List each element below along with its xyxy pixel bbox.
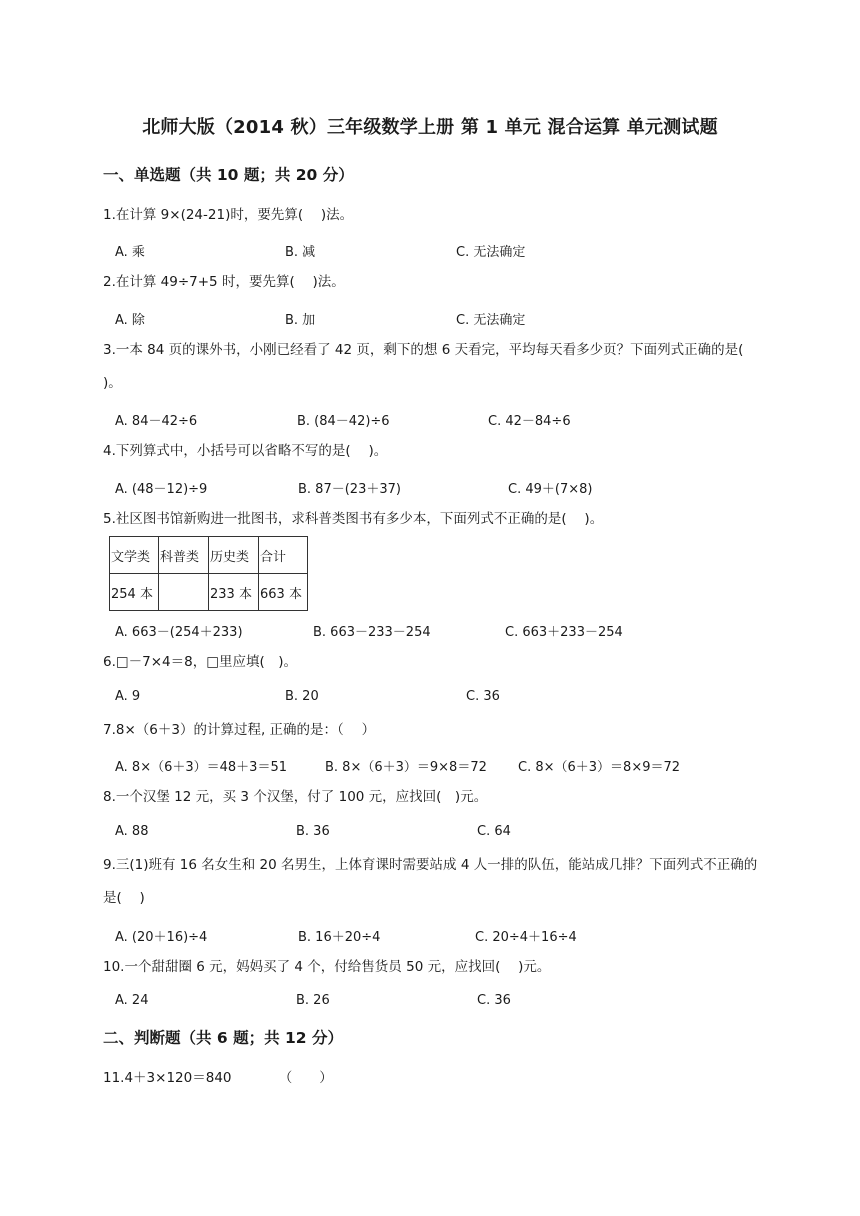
table-header-cell: 合计 bbox=[259, 537, 308, 574]
table-cell: 233 本 bbox=[209, 574, 259, 611]
question-10-option-b: B. 26 bbox=[296, 993, 330, 1008]
question-3-option-a: A. 84－42÷6 bbox=[115, 414, 198, 429]
question-8-stem: 8.一个汉堡 12 元，买 3 个汉堡，付了 100 元，应找回( )元。 bbox=[103, 789, 488, 805]
question-3-option-c: C. 42－84÷6 bbox=[488, 414, 571, 429]
question-8-option-a: A. 88 bbox=[115, 824, 149, 839]
table-cell: 254 本 bbox=[110, 574, 159, 611]
question-8-option-c: C. 64 bbox=[477, 824, 511, 839]
question-5-option-b: B. 663－233－254 bbox=[313, 625, 431, 640]
question-1-option-b: B. 减 bbox=[285, 245, 316, 260]
question-1-option-c: C. 无法确定 bbox=[456, 245, 526, 260]
question-2-option-c: C. 无法确定 bbox=[456, 313, 526, 328]
question-10-option-a: A. 24 bbox=[115, 993, 149, 1008]
library-books-table bbox=[109, 536, 308, 611]
section-heading-true-false: 二、判断题（共 6 题；共 12 分） bbox=[103, 1029, 343, 1047]
question-1-option-a: A. 乘 bbox=[115, 245, 145, 260]
question-11-stem: 11.4＋3×120＝840 （ ） bbox=[103, 1070, 333, 1086]
question-9-option-b: B. 16＋20÷4 bbox=[298, 930, 381, 945]
question-8-option-b: B. 36 bbox=[296, 824, 330, 839]
table-cell: 663 本 bbox=[259, 574, 308, 611]
table-row bbox=[110, 574, 308, 611]
question-3-stem: 3.一本 84 页的课外书，小刚已经看了 42 页，剩下的想 6 天看完，平均每天看多少页？下面列式正确的是( )。 bbox=[103, 342, 762, 391]
question-9-stem: 9.三(1)班有 16 名女生和 20 名男生，上体育课时需要站成 4 人一排的队伍，能站成几排？下面列式不正确的是( ) bbox=[103, 857, 758, 906]
table-header-cell: 文学类 bbox=[110, 537, 159, 574]
question-10-option-c: C. 36 bbox=[477, 993, 511, 1008]
question-9-option-a: A. (20＋16)÷4 bbox=[115, 930, 208, 945]
table-header-cell: 历史类 bbox=[209, 537, 259, 574]
table-header-row bbox=[110, 537, 308, 574]
question-1-stem: 1.在计算 9×(24-21)时，要先算( )法。 bbox=[103, 207, 354, 223]
question-5-option-c: C. 663＋233－254 bbox=[505, 625, 623, 640]
section-heading-single-choice: 一、单选题（共 10 题；共 20 分） bbox=[103, 166, 354, 184]
question-6-option-a: A. 9 bbox=[115, 689, 141, 704]
table-header-cell: 科普类 bbox=[159, 537, 209, 574]
table-cell bbox=[159, 574, 209, 611]
question-6-option-b: B. 20 bbox=[285, 689, 319, 704]
question-4-option-b: B. 87－(23＋37) bbox=[298, 482, 401, 497]
question-2-stem: 2.在计算 49÷7+5 时，要先算( )法。 bbox=[103, 274, 345, 290]
question-7-option-b: B. 8×（6＋3）＝9×8＝72 bbox=[325, 760, 487, 775]
question-7-stem: 7.8×（6＋3）的计算过程, 正确的是：（ ） bbox=[103, 722, 376, 738]
question-6-stem: 6.□－7×4＝8，□里应填( )。 bbox=[103, 654, 298, 670]
question-5-option-a: A. 663－(254＋233) bbox=[115, 625, 243, 640]
question-2-option-a: A. 除 bbox=[115, 313, 145, 328]
question-6-option-c: C. 36 bbox=[466, 689, 500, 704]
question-4-stem: 4.下列算式中，小括号可以省略不写的是( )。 bbox=[103, 443, 388, 459]
question-4-option-a: A. (48－12)÷9 bbox=[115, 482, 208, 497]
page-title: 北师大版（2014 秋）三年级数学上册 第 1 单元 混合运算 单元测试题 bbox=[142, 117, 718, 138]
question-10-stem: 10.一个甜甜圈 6 元，妈妈买了 4 个，付给售货员 50 元，应找回( )元。 bbox=[103, 959, 551, 975]
question-4-option-c: C. 49＋(7×8) bbox=[508, 482, 593, 497]
question-7-option-a: A. 8×（6＋3）＝48＋3＝51 bbox=[115, 760, 287, 775]
question-2-option-b: B. 加 bbox=[285, 313, 316, 328]
question-7-option-c: C. 8×（6＋3）＝8×9＝72 bbox=[518, 760, 681, 775]
question-9-option-c: C. 20÷4＋16÷4 bbox=[475, 930, 577, 945]
question-5-stem: 5.社区图书馆新购进一批图书，求科普类图书有多少本，下面列式不正确的是( )。 bbox=[103, 511, 604, 527]
question-3-option-b: B. (84－42)÷6 bbox=[297, 414, 390, 429]
